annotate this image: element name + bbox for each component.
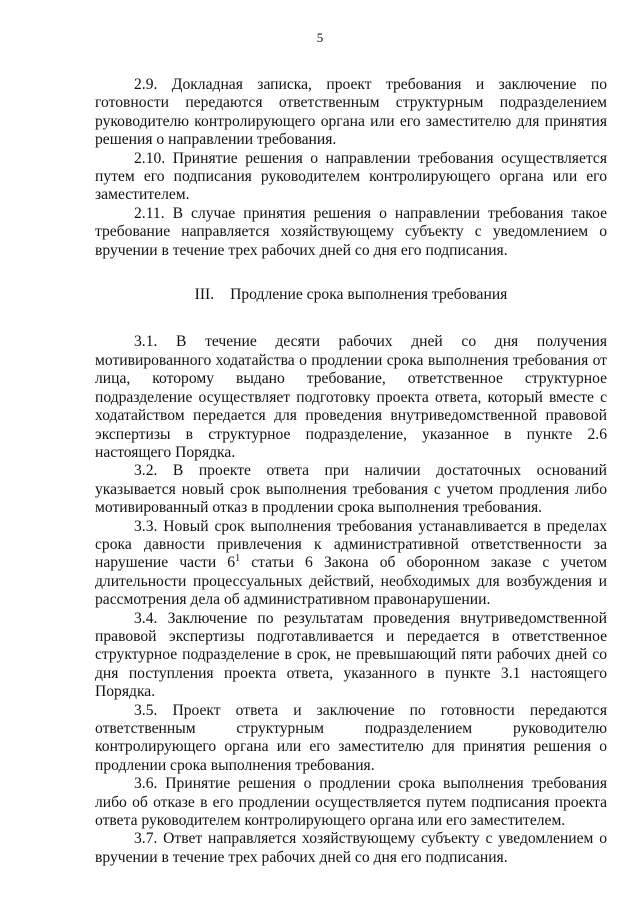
paragraph-2-10: 2.10. Принятие решения о направлении требования осуществляется путем его подписания руководителем контролирующего органа или его заместителем. xyxy=(95,149,607,204)
paragraph-3-3-end: статьи 6 Закона об оборонном заказе с учетом длительности процессуальных действий, необходимых для возбуждения и рассмотрения дела об административном правонарушении. xyxy=(95,554,607,609)
superscript-marker: 1 xyxy=(235,553,241,565)
paragraph-3-3-start: 3.3. Новый срок выполнения требования устанавливается в пределах срока давности привлечения к административной ответственности за нарушение части 6 xyxy=(95,517,607,572)
paragraph-3-5: 3.5. Проект ответа и заключение по готовности передаются ответственным структурным подразделением руководителю контролирующего органа или его заместителю для принятия решения о продлении срока выполнения требования. xyxy=(95,701,607,774)
page-number: 5 xyxy=(316,30,324,45)
document-body xyxy=(95,76,607,867)
paragraph-2-11: 2.11. В случае принятия решения о направлении требования такое требование направляется хозяйствующему субъекту с уведомлением о вручении в течение трех рабочих дней со дня его подписания. xyxy=(95,204,607,259)
paragraph-3-6: 3.6. Принятие решения о продлении срока выполнения требования либо об отказе в его продлении осуществляется путем подписания проекта ответа руководителем контролирующего органа или его заместителем. xyxy=(95,775,607,830)
section-heading xyxy=(95,286,607,304)
paragraph-3-7: 3.7. Ответ направляется хозяйствующему субъекту с уведомлением о вручении в течение трех рабочих дней со дня его подписания. xyxy=(95,830,607,866)
paragraph-2-9: 2.9. Докладная записка, проект требования и заключение по готовности передаются ответственным структурным подразделением руководителю контролирующего органа или его заместителю для принятия решения о направлении требования. xyxy=(95,76,607,149)
paragraph-3-3 xyxy=(95,518,607,610)
section-title: Продление срока выполнения требования xyxy=(230,286,508,304)
section-number: III. xyxy=(194,286,215,304)
paragraph-3-2: 3.2. В проекте ответа при наличии достаточных оснований указывается новый срок выполнения требования с учетом продления либо мотивированный отказ в продлении срока выполнения требования. xyxy=(95,462,607,517)
paragraph-3-4: 3.4. Заключение по результатам проведения внутриведомственной правовой экспертизы подготавливается и передается в ответственное структурное подразделение в срок, не превышающий пяти рабочих дней со дня поступления проекта ответа, указанного в пункте 3.1 настоящего Порядка. xyxy=(95,609,607,701)
paragraph-3-1: 3.1. В течение десяти рабочих дней со дня получения мотивированного ходатайства о продлении срока выполнения требования от лица, которому выдано требование, ответственное структурное подразделение осуществляет подготовку проекта ответа, который вместе с ходатайством передается для проведения внутриведомственной правовой экспертизы в структурное подразделение, указанное в пункте 2.6 настоящего Порядка. xyxy=(95,333,607,461)
